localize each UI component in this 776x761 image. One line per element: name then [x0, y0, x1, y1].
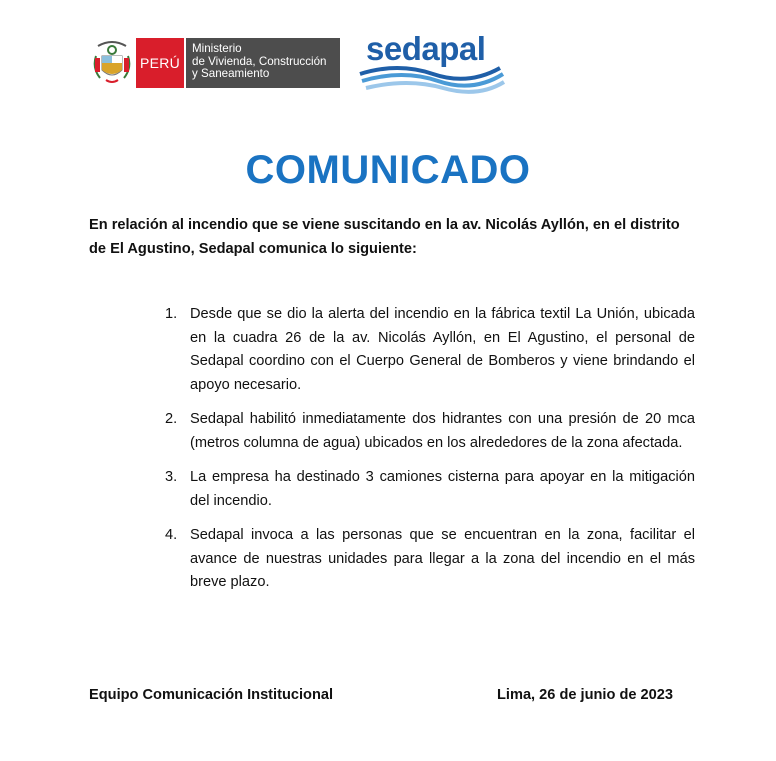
- sedapal-logo: [358, 30, 508, 94]
- signer: Equipo Comunicación Institucional: [89, 687, 334, 703]
- item-text: Sedapal invoca a las personas que se encuentran en la zona, facilitar el avance de nuestras unidades para llegar a la zona del incendio en el más breve plazo.: [190, 527, 695, 590]
- list-item: [165, 524, 695, 595]
- item-number: 2.: [165, 411, 178, 427]
- sedapal-wordmark: sedapal: [366, 30, 486, 67]
- page-title: COMUNICADO: [245, 148, 531, 192]
- item-text: Desde que se dio la alerta del incendio en la fábrica textil La Unión, ubicada en la cuadra 26 de la av. Nicolás Ayllón, en El Agustino, el personal de Sedapal coordino con el Cuerpo General de Bomberos y viene brindando el apoyo necesario.: [190, 306, 695, 393]
- intro-paragraph: En relación al incendio que se viene suscitando en la av. Nicolás Ayllón, en el distrito de El Agustino, Sedapal comunica lo siguiente:: [89, 217, 680, 257]
- item-number: 3.: [165, 469, 178, 485]
- item-number: 1.: [165, 306, 178, 322]
- item-number: 4.: [165, 527, 178, 543]
- item-text: La empresa ha destinado 3 camiones cisterna para apoyar en la mitigación del incendio.: [190, 469, 695, 509]
- ministerio-line-1: Ministerio: [192, 42, 242, 55]
- peru-label: PERÚ: [136, 38, 184, 88]
- list-item: [165, 408, 695, 455]
- announcement-list: [165, 303, 695, 606]
- list-item: [165, 303, 695, 397]
- waves-icon: [358, 64, 508, 94]
- ministerio-logo: [92, 38, 340, 88]
- ministerio-line-3: y Saneamiento: [192, 67, 270, 80]
- list-item: [165, 466, 695, 513]
- coat-of-arms-icon: [92, 38, 132, 88]
- date-line: Lima, 26 de junio de 2023: [497, 687, 674, 703]
- item-text: Sedapal habilitó inmediatamente dos hidrantes con una presión de 20 mca (metros columna de agua) ubicados en los alrededores de la zona afectada.: [190, 411, 695, 451]
- ministerio-name: [184, 38, 340, 88]
- ministerio-line-2: de Vivienda, Construcción: [192, 54, 327, 68]
